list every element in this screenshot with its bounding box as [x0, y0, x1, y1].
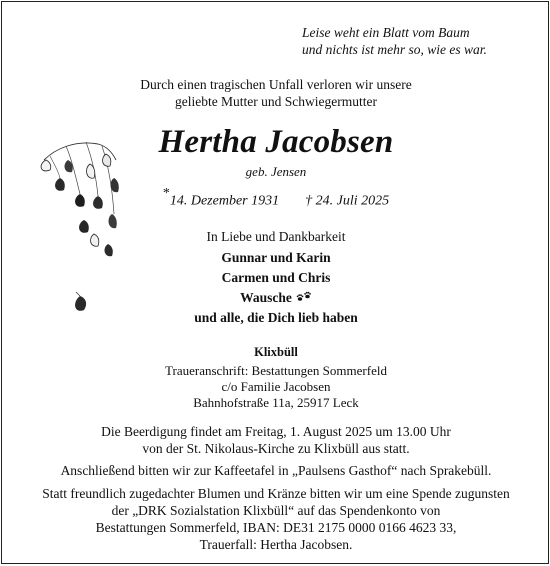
mourner-pet-row: [2, 288, 550, 308]
address-line-1: Traueranschrift: Bestattungen Sommerfeld: [165, 363, 387, 378]
mourners-intro: In Liebe und Dankbarkeit: [206, 229, 346, 244]
funeral-line-2: von der St. Nikolaus-Kirche zu Klixbüll aus statt.: [142, 441, 410, 456]
reception-paragraph: Anschließend bitten wir zur Kaffeetafel in „Paulsens Gasthof“ nach Sprakebüll.: [60, 463, 492, 478]
donation-paragraph: [2, 485, 550, 553]
mourner-name: Gunnar und Karin: [221, 250, 331, 265]
paw-prints-icon: [296, 291, 312, 303]
deceased-name: Hertha Jacobsen: [158, 124, 394, 160]
funeral-paragraph: [2, 423, 550, 457]
intro-line-1: Durch einen tragischen Unfall verloren wir unsere: [140, 77, 412, 92]
mourner-name: und alle, die Dich lieb haben: [194, 310, 358, 325]
donation-line-2: der „DRK Sozialstation Klixbüll“ auf das Spendenkonto von: [111, 503, 441, 518]
motto-quote: [302, 24, 532, 58]
donation-line-3: Bestattungen Sommerfeld, IBAN: DE31 2175 0000 0166 4623 33,: [95, 520, 457, 535]
address-line-2: c/o Familie Jacobsen: [221, 379, 331, 394]
birth-symbol: *: [162, 186, 170, 201]
funeral-information: [2, 423, 550, 553]
motto-line-1: Leise weht ein Blatt vom Baum: [302, 25, 470, 40]
place-name: Klixbüll: [254, 345, 298, 359]
death-date: 24. Juli 2025: [315, 193, 390, 209]
funeral-line-1: Die Beerdigung findet am Freitag, 1. August 2025 um 13.00 Uhr: [101, 424, 451, 439]
motto-line-2: und nichts ist mehr so, wie es war.: [302, 42, 487, 57]
address-line-3: Bahnhofstraße 11a, 25917 Leck: [193, 395, 359, 410]
mourning-address: [2, 363, 550, 411]
donation-line-4: Trauerfall: Hertha Jacobsen.: [199, 537, 353, 552]
obituary-notice: [1, 1, 549, 564]
intro-line-2: geliebte Mutter und Schwiegermutter: [174, 94, 378, 109]
donation-line-1: Statt freundlich zugedachter Blumen und Kränze bitten wir um eine Spende zugunsten: [42, 486, 510, 501]
death-symbol: †: [305, 193, 313, 209]
intro-text: [2, 76, 550, 110]
birth-name: geb. Jensen: [245, 164, 307, 179]
mourner-name: Wausche: [240, 290, 292, 305]
life-dates: [2, 186, 550, 212]
mourners-list: [2, 248, 550, 328]
birth-date: 14. Dezember 1931: [169, 193, 280, 209]
mourner-name: Carmen und Chris: [221, 270, 331, 285]
